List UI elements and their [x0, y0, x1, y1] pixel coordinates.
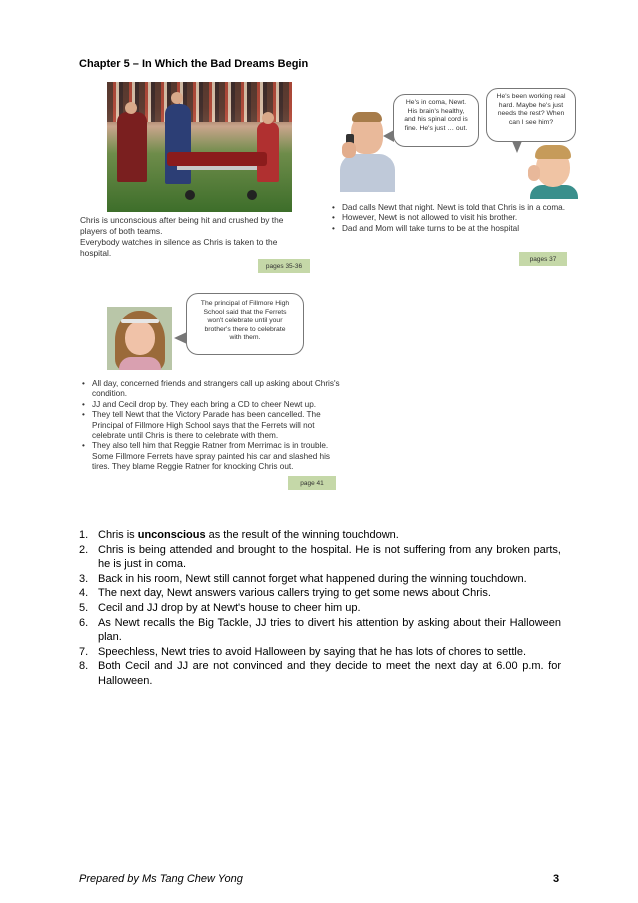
item-text: Back in his room, Newt still cannot forget what happened during the winning touchdown.	[98, 572, 527, 585]
football-stretcher-photo	[107, 82, 292, 212]
panel3-page-tag: page 41	[288, 476, 336, 490]
bubble-line: hard. Maybe he's just	[498, 101, 564, 109]
statement-item	[79, 645, 561, 660]
item-text: The next day, Newt answers various callers trying to get some news about Chris.	[98, 587, 491, 600]
list-item: • All day, concerned friends and strangers call up asking about Chris's condition.	[80, 379, 342, 400]
page-number: 3	[553, 873, 560, 885]
item-text: Cecil and JJ drop by at Newt's house to cheer him up.	[98, 601, 361, 614]
statement-item	[79, 586, 561, 601]
footer-author: Prepared by Ms Tang Chew Yong	[79, 873, 243, 885]
item-bold-text: unconscious	[137, 529, 206, 541]
bubble-line: fine. He's just … out.	[404, 124, 468, 132]
numbered-statements	[79, 528, 561, 689]
statement-item	[79, 601, 561, 616]
item-text: Speechless, Newt tries to avoid Halloween by saying that he has lots of chores to settle.	[98, 645, 527, 658]
item-number: 5.	[79, 601, 89, 614]
bubble-line: and his spinal cord is	[404, 116, 468, 124]
bubble-line: School said that the Ferrets	[203, 308, 287, 316]
bubble-line: The principal of Fillmore High	[200, 300, 290, 307]
panel2-page-tag: pages 37	[519, 252, 567, 266]
caption-line: hospital.	[80, 248, 112, 258]
dad-bubble-tail	[383, 130, 394, 142]
principal-bubble-tail	[174, 332, 187, 344]
panel2-bullets	[330, 203, 570, 234]
list-item: • However, Newt is not allowed to visit his brother.	[330, 213, 570, 223]
item-text: Chris is	[98, 529, 138, 541]
list-item: • Dad calls Newt that night. Newt is told that Chris is in a coma.	[330, 203, 570, 213]
statement-item	[79, 543, 561, 572]
caption-line: Everybody watches in silence as Chris is taken to the	[80, 237, 278, 247]
item-number: 7.	[79, 645, 89, 658]
item-number: 6.	[79, 616, 89, 629]
list-item: • They also tell him that Reggie Ratner from Merrimac is in trouble. Some Fillmore Ferrets have spray painted his car and slashed his tires. They blame Reggie Ratner for knocking Chris out.	[80, 441, 342, 472]
statement-item	[79, 528, 561, 543]
item-text: Both Cecil and JJ are not convinced and they decide to meet the next day at 6.00 p.m. for Halloween.	[98, 660, 561, 687]
bubble-line: can I see him?	[508, 118, 554, 126]
principal-speech-bubble	[186, 293, 304, 355]
statement-item	[79, 616, 561, 645]
list-item: • JJ and Cecil drop by. They each bring a CD to cheer Newt up.	[80, 400, 342, 410]
item-number: 1.	[79, 529, 89, 541]
item-text: as the result of the winning touchdown.	[205, 529, 399, 541]
caption-line: Chris is unconscious after being hit and crushed by the	[80, 215, 284, 225]
statement-item	[79, 572, 561, 587]
girl-portrait-image	[107, 307, 172, 370]
bubble-line: brother's there to celebrate	[204, 325, 286, 333]
bubble-line: His brain's healthy,	[407, 107, 465, 115]
bubble-line: He's in coma, Newt.	[405, 99, 467, 106]
boy-phone-image	[526, 143, 581, 199]
item-text: As Newt recalls the Big Tackle, JJ tries to divert his attention by asking about their Halloween plan.	[98, 616, 561, 644]
newt-speech-bubble	[486, 88, 576, 142]
item-number: 8.	[79, 660, 89, 673]
item-number: 4.	[79, 587, 89, 600]
bubble-line: He's been working real	[496, 93, 566, 100]
list-item: • Dad and Mom will take turns to be at the hospital	[330, 224, 570, 234]
bubble-line: with them.	[229, 334, 261, 342]
bubble-line: won't celebrate until your	[207, 317, 283, 325]
list-item: • They tell Newt that the Victory Parade has been cancelled. The Principal of Fillmore High School says that the Ferrets will not celebrate until Chris is there to celebrate with them.	[80, 410, 342, 441]
panel1-page-tag: pages 35-36	[258, 259, 310, 273]
dad-phone-image	[340, 110, 395, 192]
bubble-line: needs the rest? When	[497, 110, 565, 118]
caption-line: players of both teams.	[80, 226, 163, 236]
item-text: Chris is being attended and brought to the hospital. He is not suffering from any broken parts, he is just in coma.	[98, 543, 561, 571]
chapter-title: Chapter 5 – In Which the Bad Dreams Begin	[79, 58, 309, 70]
panel3-bullets	[80, 379, 342, 473]
statement-item	[79, 659, 561, 688]
item-number: 2.	[79, 543, 89, 556]
panel1-caption	[80, 215, 310, 259]
newt-bubble-tail	[512, 141, 522, 153]
dad-speech-bubble	[393, 94, 479, 147]
item-number: 3.	[79, 572, 89, 585]
